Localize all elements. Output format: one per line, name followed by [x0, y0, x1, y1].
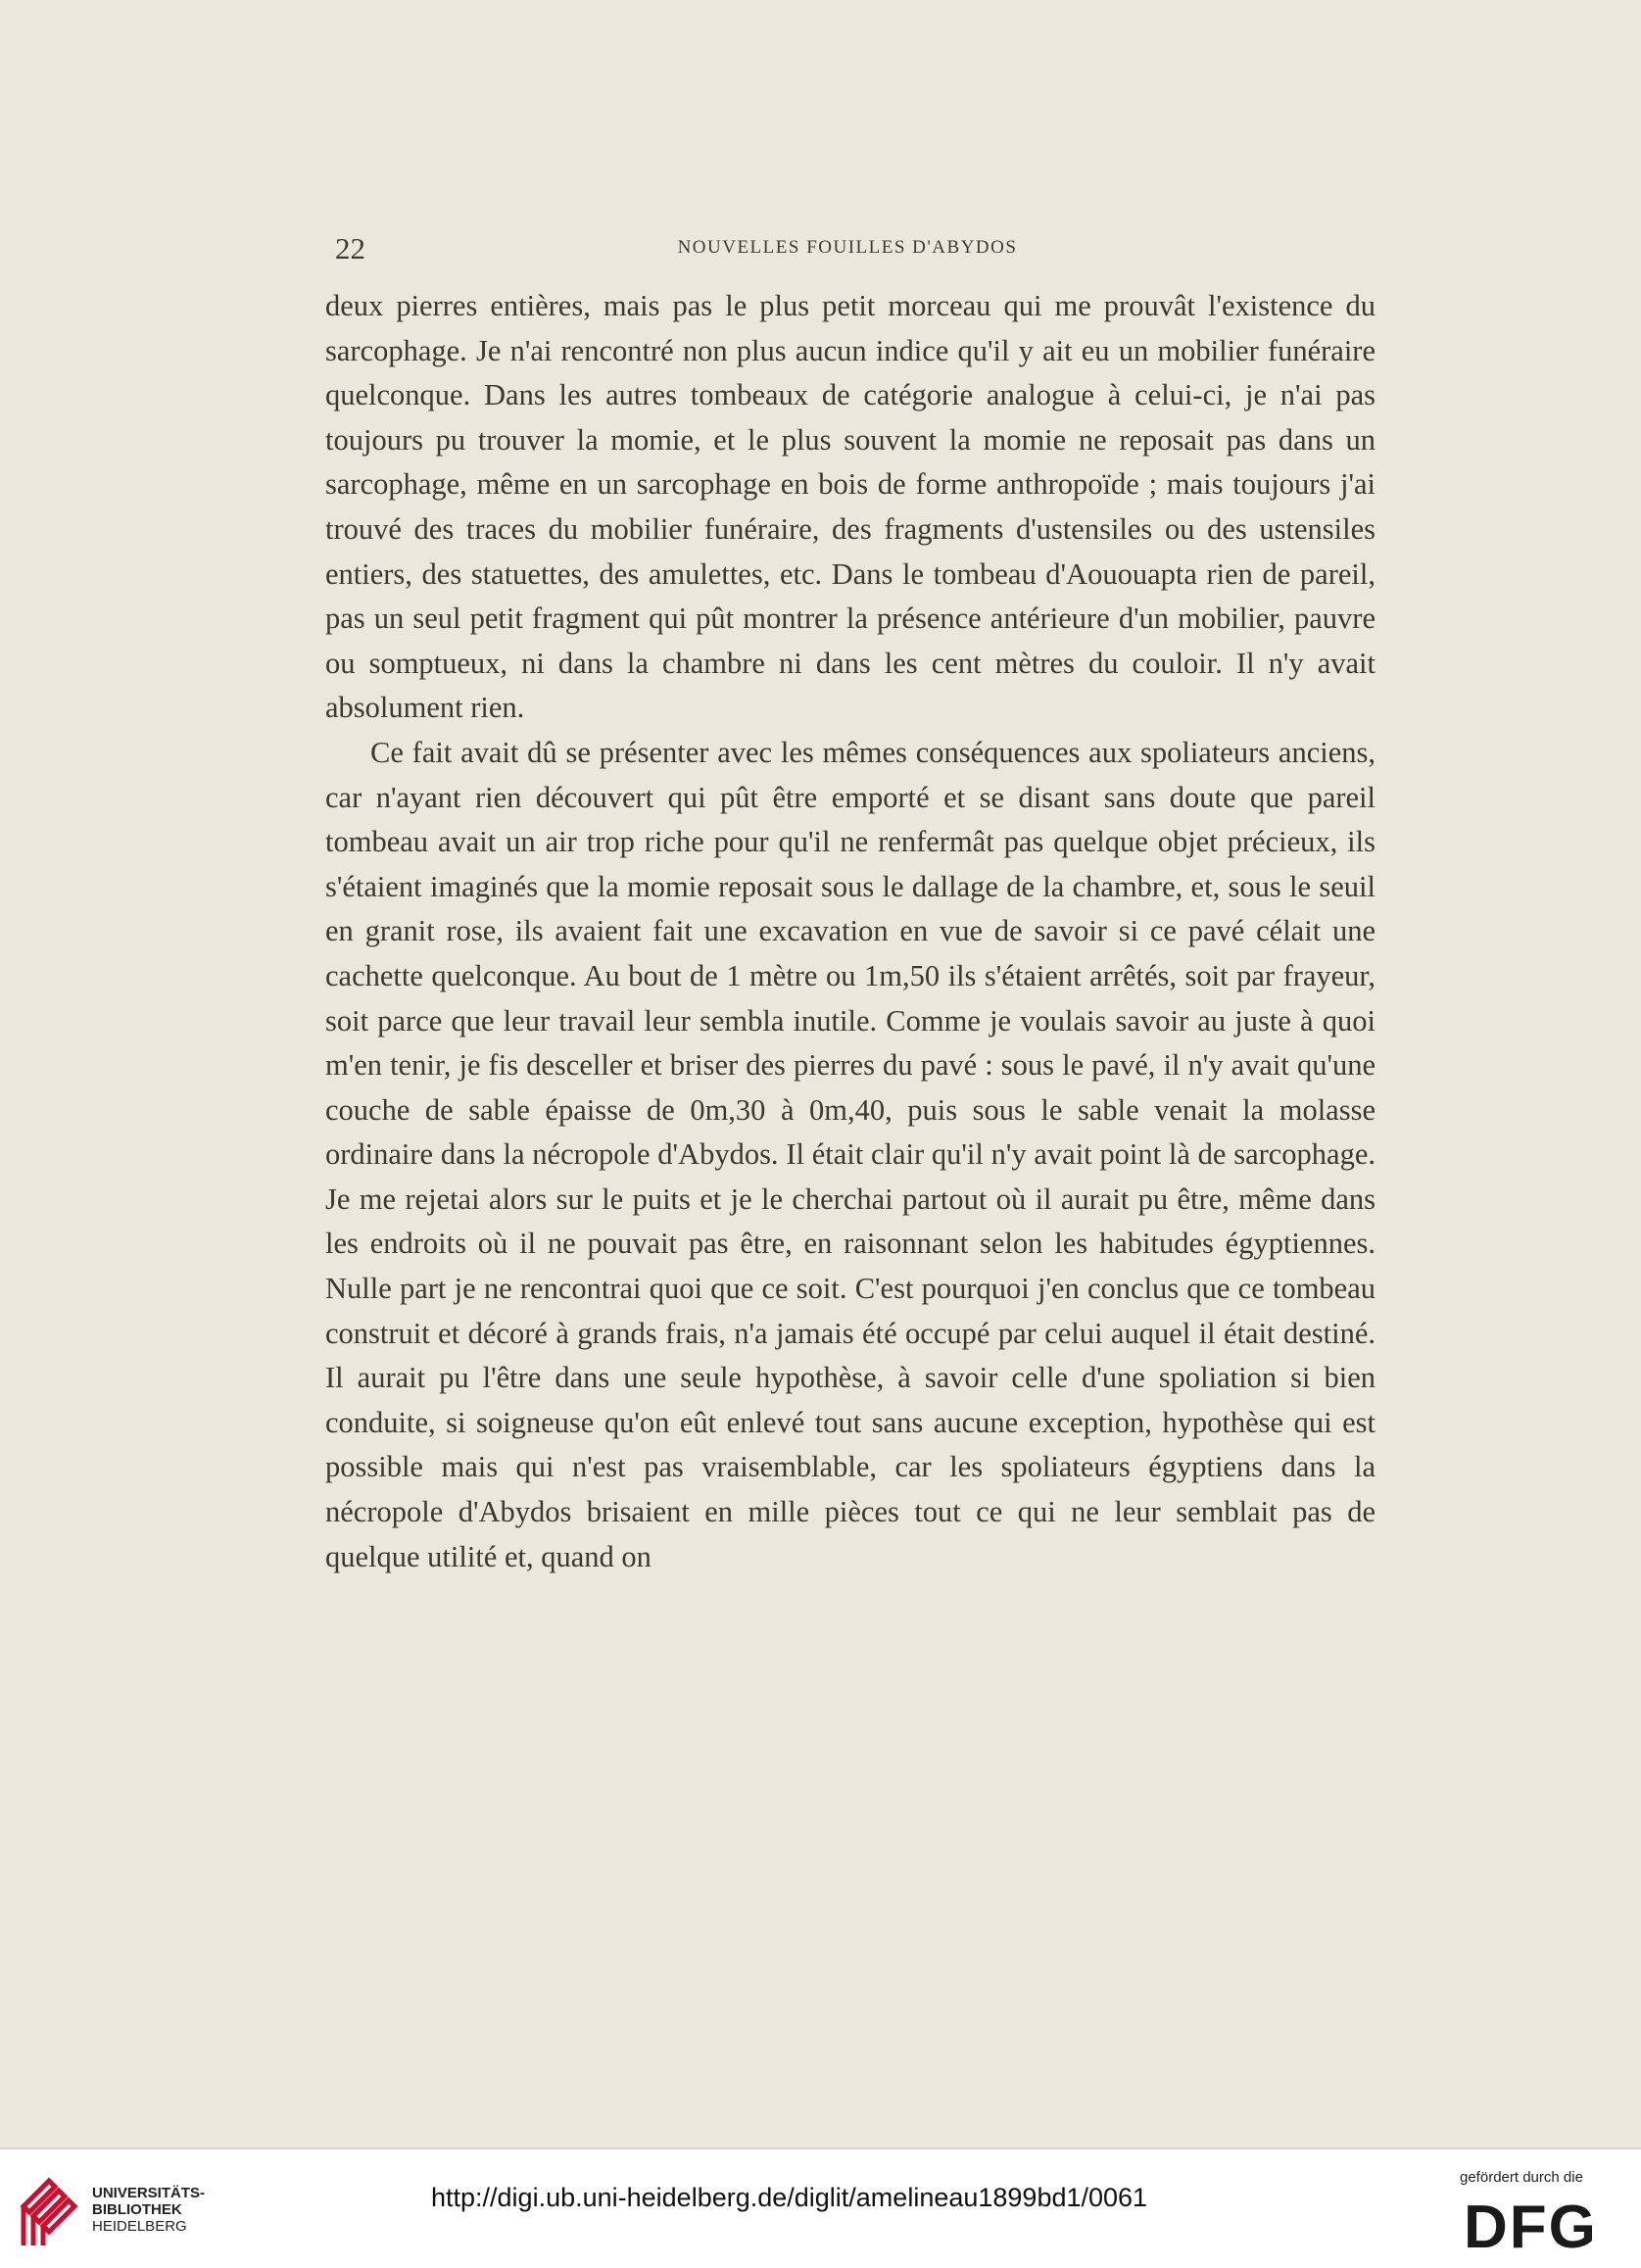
funder-caption: gefördert durch die: [1460, 2169, 1583, 2186]
dfg-logo-text: DFG: [1464, 2198, 1598, 2253]
footer-bar: [0, 2147, 1641, 2268]
running-head: [323, 231, 1372, 270]
library-name-line-3: HEIDELBERG: [92, 2218, 187, 2235]
body-text: [325, 284, 1376, 1579]
paragraph-1: deux pierres entières, mais pas le plus petit morceau qui me prouvât l'existence du sarcophage. Je n'ai rencontré non plus aucun indice qu'il y ait eu un mobilier funéraire quelconque. Dans les autres tombeaux de catégorie analogue à celui-ci, je n'ai pas toujours pu trouver la momie, et le plus souvent la momie ne reposait pas dans un sarcophage, même en un sarcophage en bois de forme anthropoïde ; mais toujours j'ai trouvé des traces du mobilier funéraire, des fragments d'ustensiles ou des ustensiles entiers, des statuettes, des amulettes, etc. Dans le tombeau d'Aououapta rien de pareil, pas un seul petit fragment qui pût montrer la présence antérieure d'un mobilier, pauvre ou somptueux, ni dans la chambre ni dans les cent mètres du couloir. Il n'y avait absolument rien.: [325, 289, 1376, 725]
university-library-logo-icon: [16, 2167, 86, 2251]
page-number: 22: [335, 231, 365, 265]
running-title: NOUVELLES FOUILLES D'ABYDOS: [677, 237, 1018, 258]
digital-copy-url-link[interactable]: http://digi.ub.uni-heidelberg.de/diglit/amelineau1899bd1/0061: [431, 2183, 1148, 2212]
library-name-line-2: BIBLIOTHEK: [92, 2201, 182, 2218]
university-library-name: [92, 2185, 205, 2235]
paragraph-2: Ce fait avait dû se présenter avec les mêmes conséquences aux spoliateurs anciens, car n'ayant rien découvert qui pût être emporté et se disant sans doute que pareil tombeau avait un air trop riche pour qu'il ne renfermât pas quelque objet précieux, ils s'étaient imaginés que la momie reposait sous le dallage de la chambre, et, sous le seuil en granit rose, ils avaient fait une excavation en vue de savoir si ce pavé célait une cachette quelconque. Au bout de 1 mètre ou 1m,50 ils s'étaient arrêtés, soit par frayeur, soit parce que leur travail leur sembla inutile. Comme je voulais savoir au juste à quoi m'en tenir, je fis desceller et briser des pierres du pavé : sous le pavé, il n'y avait qu'une couche de sable épaisse de 0m,30 à 0m,40, puis sous le sable venait la molasse ordinaire dans la nécropole d'Abydos. Il était clair qu'il n'y avait point là de sarcophage. Je me rejetai alors sur le puits et je le cherchai partout où il aurait pu être, même dans les endroits où il ne pouvait pas être, en raisonnant selon les habitudes égyptiennes. Nulle part je ne rencontrai quoi que ce soit. C'est pourquoi j'en conclus que ce tombeau construit et décoré à grands frais, n'a jamais été occupé par celui auquel il était destiné. Il aurait pu l'être dans une seule hypothèse, à savoir celle d'une spoliation si bien conduite, si soigneuse qu'on eût enlevé tout sans aucune exception, hypothèse qui est possible mais qui n'est pas vraisemblable, car les spoliateurs égyptiens dans la nécropole d'Abydos brisaient en mille pièces tout ce qui ne leur semblait pas de quelque utilité et, quand on: [325, 735, 1376, 1573]
dfg-logo-icon: [1464, 2198, 1618, 2253]
library-name-line-1: UNIVERSITÄTS-: [92, 2185, 206, 2201]
